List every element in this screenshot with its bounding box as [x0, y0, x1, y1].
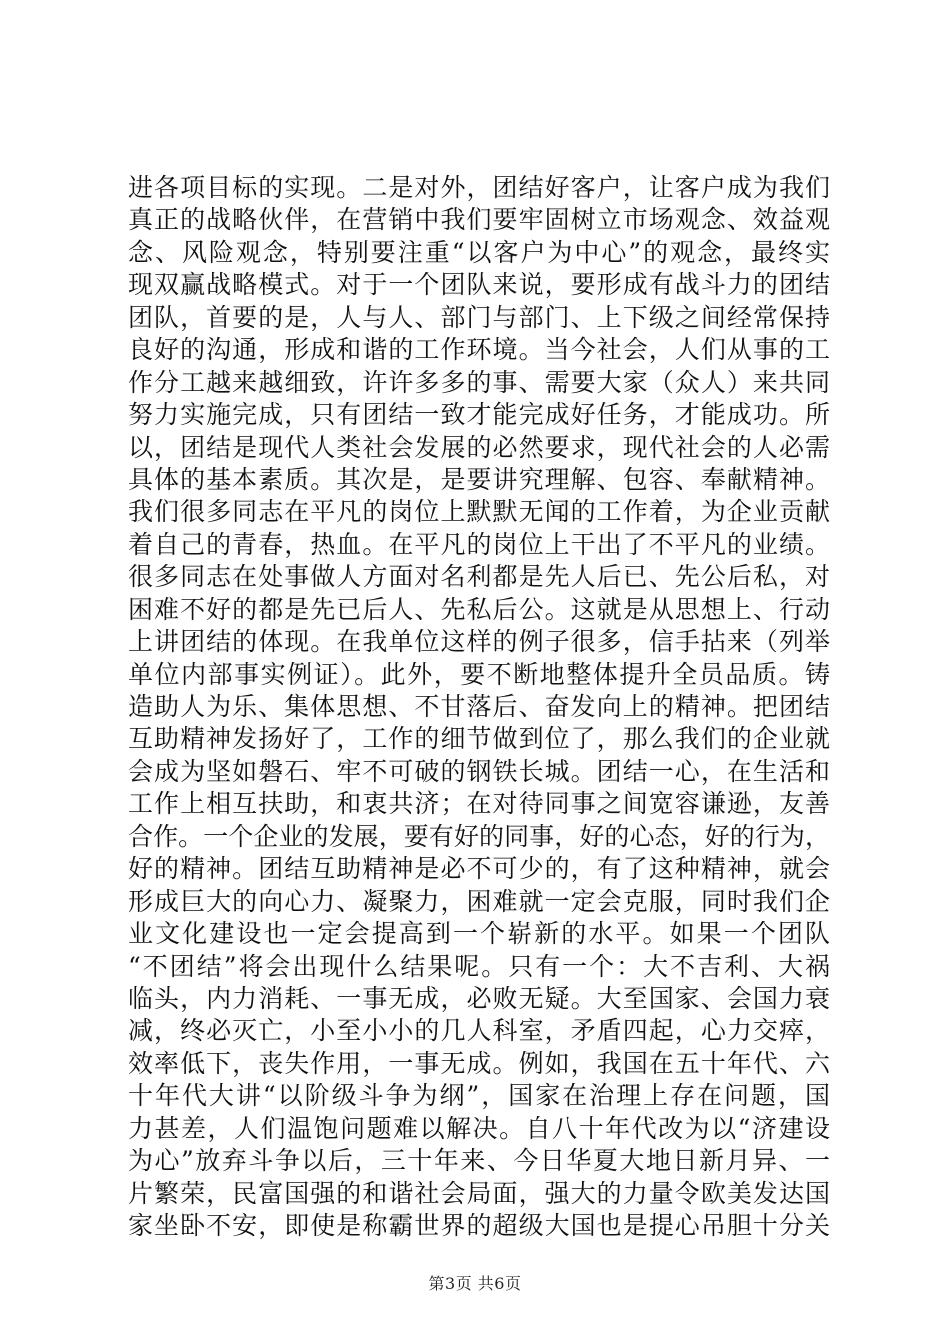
text-line: 片繁荣，民富国强的和谐社会局面，强大的力量令欧美发达国	[128, 1178, 830, 1208]
text-line: 困难不好的都是先已后人、先私后公。这就是从思想上、行动	[128, 594, 830, 624]
text-line: 造助人为乐、集体思想、不甘落后、奋发向上的精神。把团结	[128, 692, 830, 721]
text-line: 十年代大讲“以阶级斗争为纲”，国家在治理上存在问题，国	[128, 1081, 830, 1111]
text-line: 努力实施完成，只有团结一致才能完成好任务，才能成功。所	[128, 400, 830, 430]
text-line: 形成巨大的向心力、凝聚力，困难就一定会克服，同时我们企	[128, 886, 830, 916]
text-line: 业文化建设也一定会提高到一个崭新的水平。如果一个团队	[128, 919, 830, 949]
text-line: 临头，内力消耗、一事无成，必败无疑。大至国家、会国力衰	[128, 983, 830, 1013]
text-line: 力甚差，人们温饱问题难以解决。自八十年代改为以“济建设	[128, 1113, 830, 1143]
page-footer: 第3页 共6页	[428, 1274, 522, 1293]
text-line: 真正的战略伙伴，在营销中我们要牢固树立市场观念、效益观	[128, 205, 830, 235]
text-line: 良好的沟通，形成和谐的工作环境。当今社会，人们从事的工	[128, 335, 830, 365]
text-line: 家坐卧不安，即使是称霸世界的超级大国也是提心吊胆十分关	[128, 1211, 830, 1240]
text-line: 合作。一个企业的发展，要有好的同事，好的心态，好的行为，	[128, 821, 830, 851]
text-line: 进各项目标的实现。二是对外，团结好客户，让客户成为我们	[128, 173, 830, 202]
text-line: 好的精神。团结互助精神是必不可少的，有了这种精神，就会	[128, 854, 830, 884]
text-line: 互助精神发扬好了，工作的细节做到位了，那么我们的企业就	[128, 724, 830, 754]
text-line: 作分工越来越细致，许许多多的事、需要大家（众人）来共同	[128, 367, 830, 397]
text-line: 念、风险观念，特别要注重“以客户为中心”的观念，最终实	[128, 237, 830, 267]
text-line: 着自己的青春，热血。在平凡的岗位上干出了不平凡的业绩。	[128, 529, 830, 559]
text-line: 会成为坚如磐石、牢不可破的钢铁长城。团结一心，在生活和	[128, 756, 830, 786]
text-line: 减，终必灭亡，小至小小的几人科室，矛盾四起，心力交瘁，	[128, 1016, 830, 1046]
body-text	[128, 172, 830, 1242]
text-line: “不团结”将会出现什么结果呢。只有一个：大不吉利、大祸	[128, 951, 830, 981]
text-line: 上讲团结的体现。在我单位这样的例子很多，信手拈来（列举	[128, 627, 830, 657]
text-line: 以，团结是现代人类社会发展的必然要求，现代社会的人必需	[128, 432, 830, 462]
text-line: 为心”放弃斗争以后，三十年来、今日华夏大地日新月异、一	[128, 1146, 830, 1176]
text-line: 工作上相互扶助，和衷共济；在对待同事之间宽容谦逊，友善	[128, 789, 830, 819]
text-line: 现双赢战略模式。对于一个团队来说，要形成有战斗力的团结	[128, 270, 830, 300]
text-line: 很多同志在处事做人方面对名利都是先人后已、先公后私，对	[128, 562, 830, 592]
text-line: 效率低下，丧失作用，一事无成。例如，我国在五十年代、六	[128, 1048, 830, 1078]
text-line: 我们很多同志在平凡的岗位上默默无闻的工作着，为企业贡献	[128, 497, 830, 527]
text-line: 具体的基本素质。其次是，是要讲究理解、包容、奉献精神。	[128, 464, 830, 494]
text-line: 单位内部事实例证）。此外，要不断地整体提升全员品质。铸	[128, 659, 830, 689]
text-line: 团队，首要的是，人与人、部门与部门、上下级之间经常保持	[128, 302, 830, 332]
